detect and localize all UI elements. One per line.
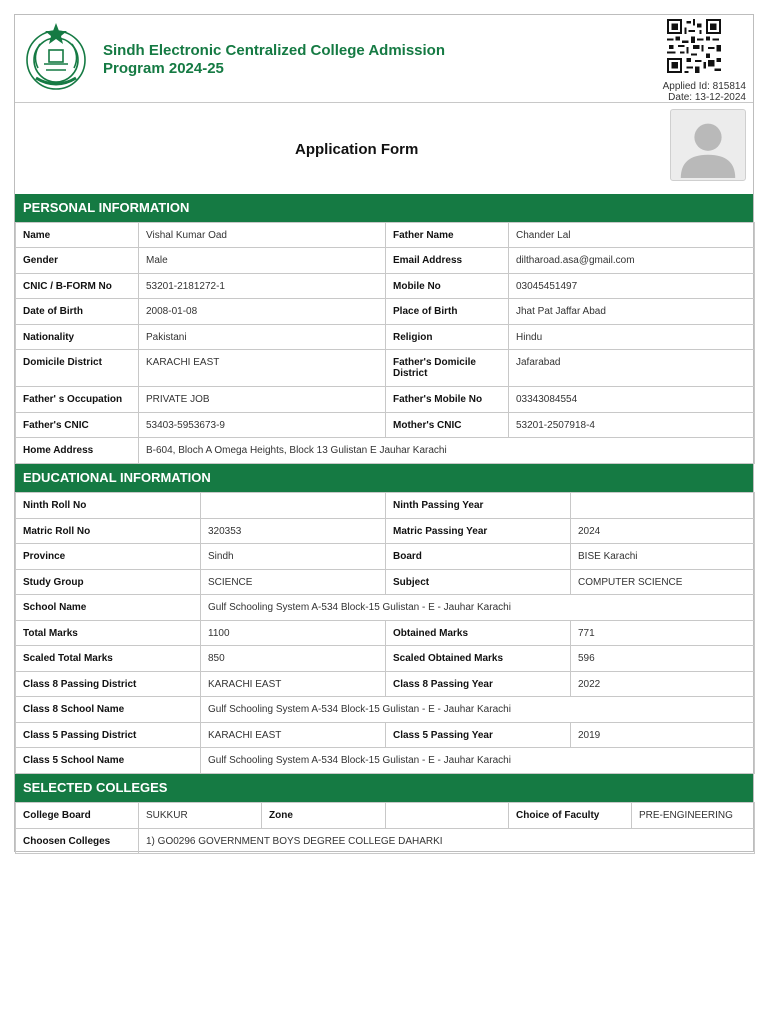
mother-cnic-value: 53201-2507918-4 bbox=[509, 413, 755, 438]
class5-district-value: KARACHI EAST bbox=[201, 723, 386, 748]
class5-school-value: Gulf Schooling System A-534 Block-15 Gulistan - E - Jauhar Karachi bbox=[201, 748, 755, 774]
selected-colleges-table bbox=[15, 802, 755, 854]
table-row bbox=[16, 723, 755, 748]
school-name-label: School Name bbox=[16, 595, 201, 621]
personal-information-heading: PERSONAL INFORMATION bbox=[15, 194, 753, 222]
ninth-roll-value bbox=[201, 493, 386, 519]
table-row bbox=[16, 646, 755, 672]
scaled-total-value: 850 bbox=[201, 646, 386, 672]
user-avatar-icon bbox=[671, 110, 745, 180]
table-row bbox=[16, 493, 755, 519]
faculty-value: PRE-ENGINEERING bbox=[632, 803, 755, 829]
program-title-line1: Sindh Electronic Centralized College Admission bbox=[103, 42, 446, 59]
application-form-page bbox=[14, 14, 754, 852]
mother-cnic-label: Mother's CNIC bbox=[386, 413, 509, 438]
table-row bbox=[16, 570, 755, 595]
application-meta bbox=[663, 81, 746, 103]
class8-district-label: Class 8 Passing District bbox=[16, 672, 201, 697]
matric-roll-label: Matric Roll No bbox=[16, 519, 201, 544]
form-header bbox=[15, 15, 753, 103]
qr-code bbox=[667, 19, 721, 73]
nationality-label: Nationality bbox=[16, 325, 139, 350]
scaled-obtained-label: Scaled Obtained Marks bbox=[386, 646, 571, 672]
pob-label: Place of Birth bbox=[386, 299, 509, 325]
domicile-value: KARACHI EAST bbox=[139, 350, 386, 387]
scaled-obtained-value: 596 bbox=[571, 646, 755, 672]
religion-value: Hindu bbox=[509, 325, 755, 350]
college-board-label: College Board bbox=[16, 803, 139, 829]
zone-label: Zone bbox=[262, 803, 386, 829]
cnic-label: CNIC / B-FORM No bbox=[16, 274, 139, 299]
table-row bbox=[16, 803, 755, 829]
gender-value: Male bbox=[139, 248, 386, 274]
table-row bbox=[16, 413, 755, 438]
father-cnic-value: 53403-5953673-9 bbox=[139, 413, 386, 438]
faculty-label: Choice of Faculty bbox=[509, 803, 632, 829]
zone-value bbox=[386, 803, 509, 829]
educational-information-table bbox=[15, 492, 755, 774]
table-row bbox=[16, 248, 755, 274]
table-row bbox=[16, 621, 755, 646]
table-row bbox=[16, 519, 755, 544]
applied-id: Applied Id: 815814 bbox=[662, 81, 746, 92]
chosen-colleges-value: 1) GO0296 GOVERNMENT BOYS DEGREE COLLEGE DAHARKI bbox=[139, 829, 755, 854]
table-row bbox=[16, 829, 755, 854]
nationality-value: Pakistani bbox=[139, 325, 386, 350]
class8-school-value: Gulf Schooling System A-534 Block-15 Gulistan - E - Jauhar Karachi bbox=[201, 697, 755, 723]
table-row bbox=[16, 299, 755, 325]
occupation-label: Father' s Occupation bbox=[16, 387, 139, 413]
study-group-label: Study Group bbox=[16, 570, 201, 595]
table-row bbox=[16, 438, 755, 464]
subject-value: COMPUTER SCIENCE bbox=[571, 570, 755, 595]
obtained-marks-label: Obtained Marks bbox=[386, 621, 571, 646]
total-marks-value: 1100 bbox=[201, 621, 386, 646]
form-title: Application Form bbox=[295, 141, 419, 158]
table-row bbox=[16, 672, 755, 697]
ninth-roll-label: Ninth Roll No bbox=[16, 493, 201, 519]
selected-colleges-heading: SELECTED COLLEGES bbox=[15, 774, 753, 802]
father-name-label: Father Name bbox=[386, 223, 509, 248]
board-label: Board bbox=[386, 544, 571, 570]
name-value: Vishal Kumar Oad bbox=[139, 223, 386, 248]
table-row bbox=[16, 325, 755, 350]
email-label: Email Address bbox=[386, 248, 509, 274]
program-title-line2: Program 2024-25 bbox=[103, 60, 224, 77]
father-domicile-label: Father's Domicile District bbox=[386, 350, 509, 387]
matric-roll-value: 320353 bbox=[201, 519, 386, 544]
sindh-emblem-logo bbox=[22, 20, 90, 92]
board-value: BISE Karachi bbox=[571, 544, 755, 570]
province-value: Sindh bbox=[201, 544, 386, 570]
ninth-year-value bbox=[571, 493, 755, 519]
father-mobile-label: Father's Mobile No bbox=[386, 387, 509, 413]
table-row bbox=[16, 697, 755, 723]
table-row bbox=[16, 387, 755, 413]
table-row bbox=[16, 748, 755, 774]
class8-year-label: Class 8 Passing Year bbox=[386, 672, 571, 697]
name-label: Name bbox=[16, 223, 139, 248]
subject-label: Subject bbox=[386, 570, 571, 595]
email-value: diltharoad.asa@gmail.com bbox=[509, 248, 755, 274]
table-row bbox=[16, 350, 755, 387]
table-row bbox=[16, 595, 755, 621]
chosen-colleges-label: Choosen Colleges bbox=[16, 829, 139, 854]
matric-year-value: 2024 bbox=[571, 519, 755, 544]
domicile-label: Domicile District bbox=[16, 350, 139, 387]
class5-school-label: Class 5 School Name bbox=[16, 748, 201, 774]
application-date: Date: 13-12-2024 bbox=[668, 92, 746, 103]
program-title bbox=[103, 42, 503, 78]
pob-value: Jhat Pat Jaffar Abad bbox=[509, 299, 755, 325]
class8-district-value: KARACHI EAST bbox=[201, 672, 386, 697]
dob-label: Date of Birth bbox=[16, 299, 139, 325]
scaled-total-label: Scaled Total Marks bbox=[16, 646, 201, 672]
father-domicile-value: Jafarabad bbox=[509, 350, 755, 387]
father-name-value: Chander Lal bbox=[509, 223, 755, 248]
occupation-value: PRIVATE JOB bbox=[139, 387, 386, 413]
gender-label: Gender bbox=[16, 248, 139, 274]
total-marks-label: Total Marks bbox=[16, 621, 201, 646]
matric-year-label: Matric Passing Year bbox=[386, 519, 571, 544]
educational-information-heading: EDUCATIONAL INFORMATION bbox=[15, 464, 753, 492]
mobile-label: Mobile No bbox=[386, 274, 509, 299]
dob-value: 2008-01-08 bbox=[139, 299, 386, 325]
table-row bbox=[16, 223, 755, 248]
father-mobile-value: 03343084554 bbox=[509, 387, 755, 413]
school-name-value: Gulf Schooling System A-534 Block-15 Gulistan - E - Jauhar Karachi bbox=[201, 595, 755, 621]
class5-year-label: Class 5 Passing Year bbox=[386, 723, 571, 748]
address-label: Home Address bbox=[16, 438, 139, 464]
religion-label: Religion bbox=[386, 325, 509, 350]
address-value: B-604, Bloch A Omega Heights, Block 13 Gulistan E Jauhar Karachi bbox=[139, 438, 755, 464]
cnic-value: 53201-2181272-1 bbox=[139, 274, 386, 299]
ninth-year-label: Ninth Passing Year bbox=[386, 493, 571, 519]
province-label: Province bbox=[16, 544, 201, 570]
class8-school-label: Class 8 School Name bbox=[16, 697, 201, 723]
mobile-value: 03045451497 bbox=[509, 274, 755, 299]
table-row bbox=[16, 274, 755, 299]
class5-district-label: Class 5 Passing District bbox=[16, 723, 201, 748]
study-group-value: SCIENCE bbox=[201, 570, 386, 595]
obtained-marks-value: 771 bbox=[571, 621, 755, 646]
personal-information-table bbox=[15, 222, 755, 464]
applicant-photo-placeholder bbox=[670, 109, 746, 181]
college-board-value: SUKKUR bbox=[139, 803, 262, 829]
father-cnic-label: Father's CNIC bbox=[16, 413, 139, 438]
class5-year-value: 2019 bbox=[571, 723, 755, 748]
table-row bbox=[16, 544, 755, 570]
class8-year-value: 2022 bbox=[571, 672, 755, 697]
